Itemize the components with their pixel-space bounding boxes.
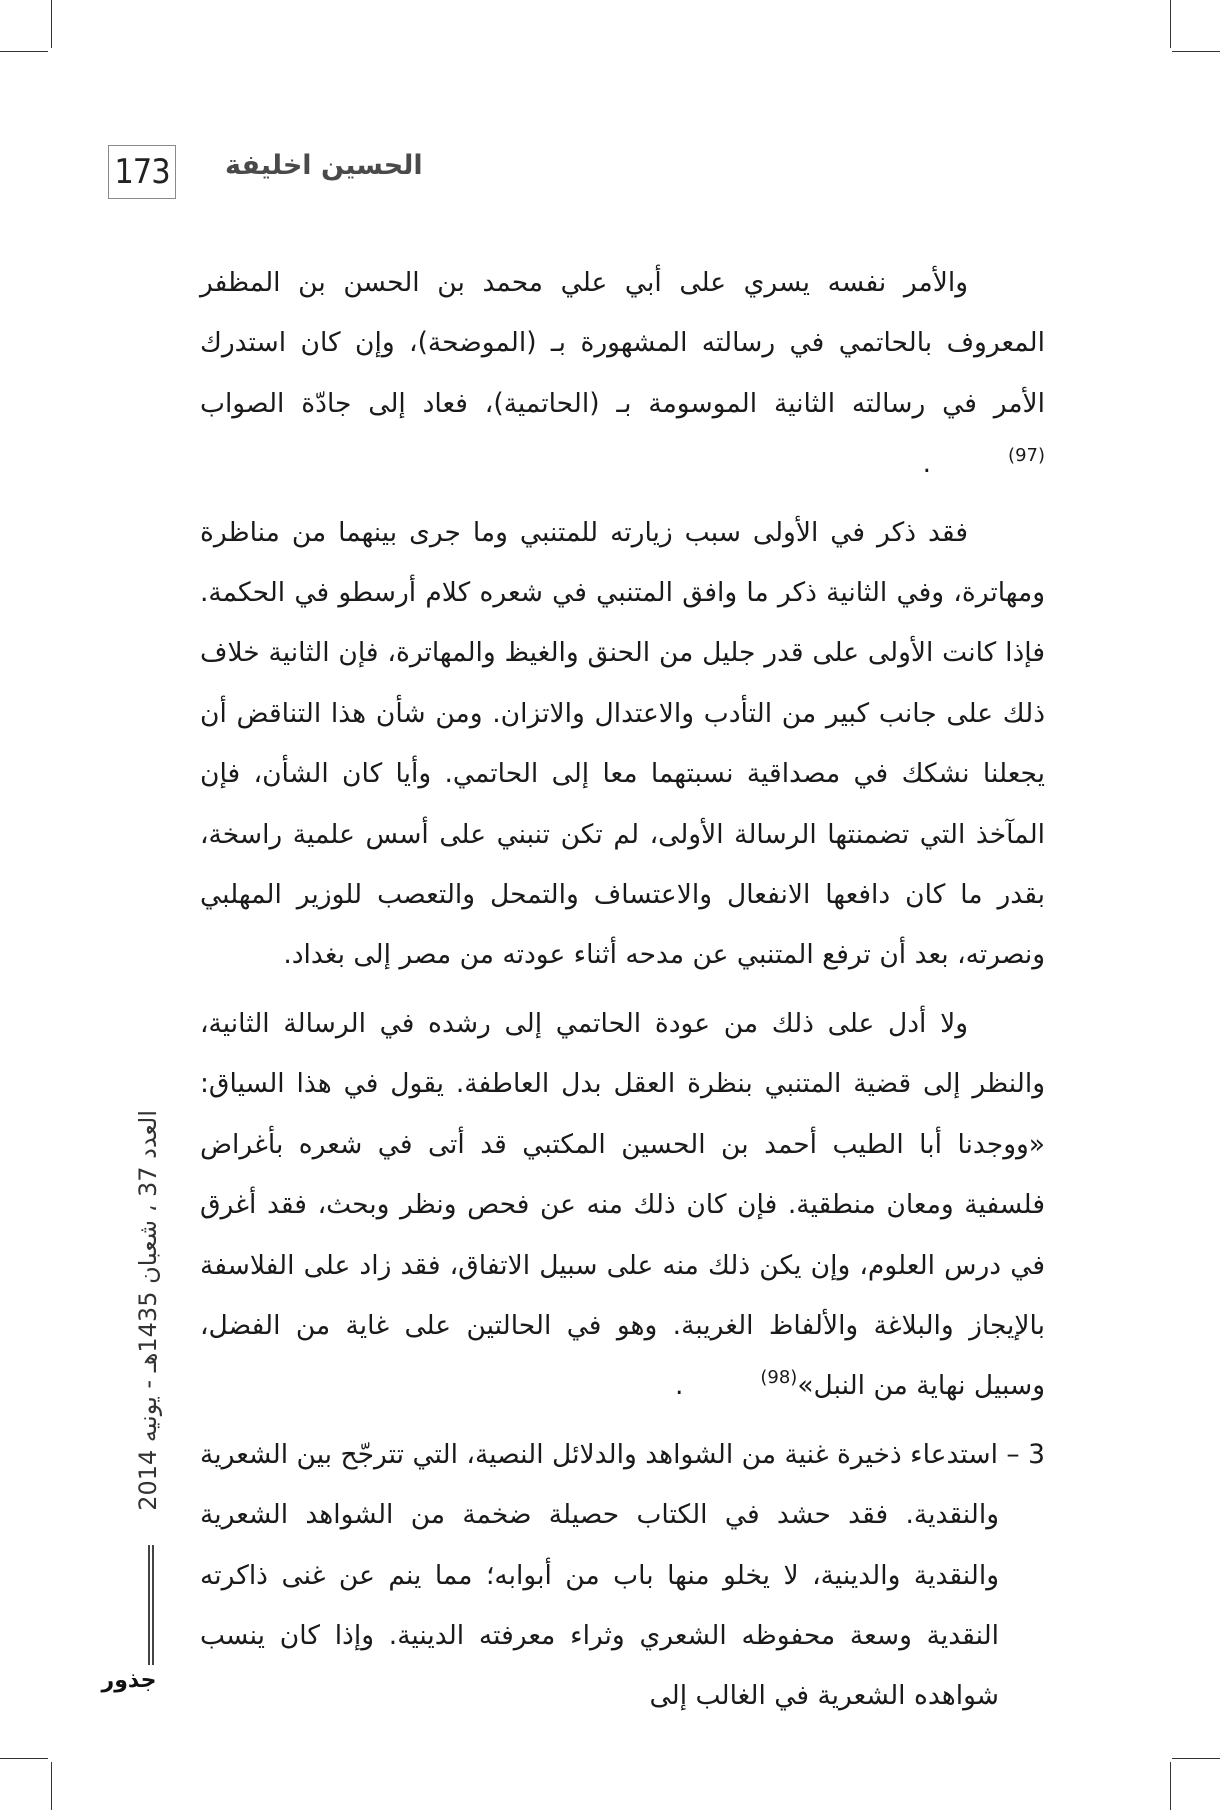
issue-info: العدد 37 ، شعبان 1435هـ - يونيه 2014: [134, 1110, 162, 1511]
paragraph-text: ولا أدل على ذلك من عودة الحاتمي إلى رشده في الرسالة الثانية، والنظر إلى قضية المتنبي بنظرة العقل بدل العاطفة. يقول في هذا السياق: «ووجدنا أبا الطيب أحمد بن الحسين المكتبي قد أتى في شعره بأغراض فلسفية ومعان منطقية. فإن كان ذلك منه عن فحص ونظر وبحث، فقد أغرق في درس العلوم، وإن يكن ذلك منه على سبيل الاتفاق، فقد زاد على الفلاسفة بالإيجاز والبلاغة والألفاظ الغريبة. وهو في الحالتين على غاية من الفضل، وسبيل نهاية من النبل»: [200, 1007, 1045, 1402]
list-item-text: استدعاء ذخيرة غنية من الشواهد والدلائل النصية، التي تترجّح بين الشعرية والنقدية. فقد حشد في الكتاب حصيلة ضخمة من الشواهد الشعرية والنقدية والدينية، لا يخلو منها باب من أبوابه؛ مما ينم عن غنى ذاكرته النقدية وسعة محفوظه الشعري وثراء معرفته الدينية. وإذا كان ينسب شواهده الشعرية في الغالب إلى: [200, 1438, 999, 1712]
page-number: 173: [108, 145, 176, 199]
crop-mark: [1170, 1762, 1171, 1810]
list-item: [200, 1425, 1045, 1727]
journal-logo: جذور: [101, 1667, 157, 1693]
crop-mark: [1172, 1758, 1220, 1759]
divider: [152, 1545, 154, 1665]
paragraph-text: فقد ذكر في الأولى سبب زيارته للمتنبي وما جرى بينهما من مناظرة ومهاترة، وفي الثانية ذكر ما وافق المتنبي في شعره كلام أرسطو في الحكمة. فإذا كانت الأولى على قدر جليل من الحنق والغيظ والمهاترة، فإن الثانية خلاف ذلك على جانب كبير من التأدب والاعتدال والاتزان. ومن شأن هذا التناقض أن يجعلنا نشكك في مصداقية نسبتهما معا إلى الحاتمي. وأيا كان الشأن، فإن المآخذ التي تضمنتها الرسالة الأولى، لم تكن تنبني على أسس علمية راسخة، بقدر ما كان دافعها الانفعال والاعتساف والتمحل والتعصب للوزير المهلبي ونصرته، بعد أن ترفع المتنبي عن مدحه أثناء عودته من مصر إلى بغداد.: [200, 516, 1045, 971]
running-head: الحسين اخليفة: [225, 150, 423, 181]
divider: [148, 1545, 150, 1665]
crop-mark: [1172, 51, 1220, 52]
crop-mark: [51, 0, 52, 48]
issue-sidebar: [118, 1110, 178, 1670]
paragraph-end: .: [674, 1370, 684, 1402]
paragraph: والأمر نفسه يسري على أبي علي محمد بن الحسن بن المظفر المعروف بالحاتمي في رسالته المشهورة بـ (الموضحة)، وإن كان استدرك الأمر في رسالته الثانية الموسومة بـ (الحاتمية)، فعاد إلى جادّة الصواب$^{(97)}$.: [200, 267, 1045, 480]
list-number: 3 –: [1006, 1438, 1045, 1470]
crop-mark: [51, 1762, 52, 1810]
paragraph: [200, 503, 1045, 986]
crop-mark: [1170, 0, 1171, 48]
paragraph-end: .: [922, 448, 932, 480]
paragraph-text: والأمر نفسه يسري على أبي علي محمد بن الحسن بن المظفر المعروف بالحاتمي في رسالته المشهورة بـ (الموضحة)، وإن كان استدرك الأمر في رسالته الثانية الموسومة بـ (الحاتمية)، فعاد إلى جادّة الصواب: [200, 267, 1045, 419]
article-body: [200, 253, 1045, 1735]
crop-mark: [0, 1758, 48, 1759]
paragraph: ولا أدل على ذلك من عودة الحاتمي إلى رشده في الرسالة الثانية، والنظر إلى قضية المتنبي بنظرة العقل بدل العاطفة. يقول في هذا السياق: «ووجدنا أبا الطيب أحمد بن الحسين المكتبي قد أتى في شعره بأغراض فلسفية ومعان منطقية. فإن كان ذلك منه عن فحص ونظر وبحث، فقد أغرق في درس العلوم، وإن يكن ذلك منه على سبيل الاتفاق، فقد زاد على الفلاسفة بالإيجاز والبلاغة والألفاظ الغريبة. وهو في الحالتين على غاية من الفضل، وسبيل نهاية من النبل»$^{(98)}$.: [200, 1007, 1045, 1402]
crop-mark: [0, 51, 48, 52]
